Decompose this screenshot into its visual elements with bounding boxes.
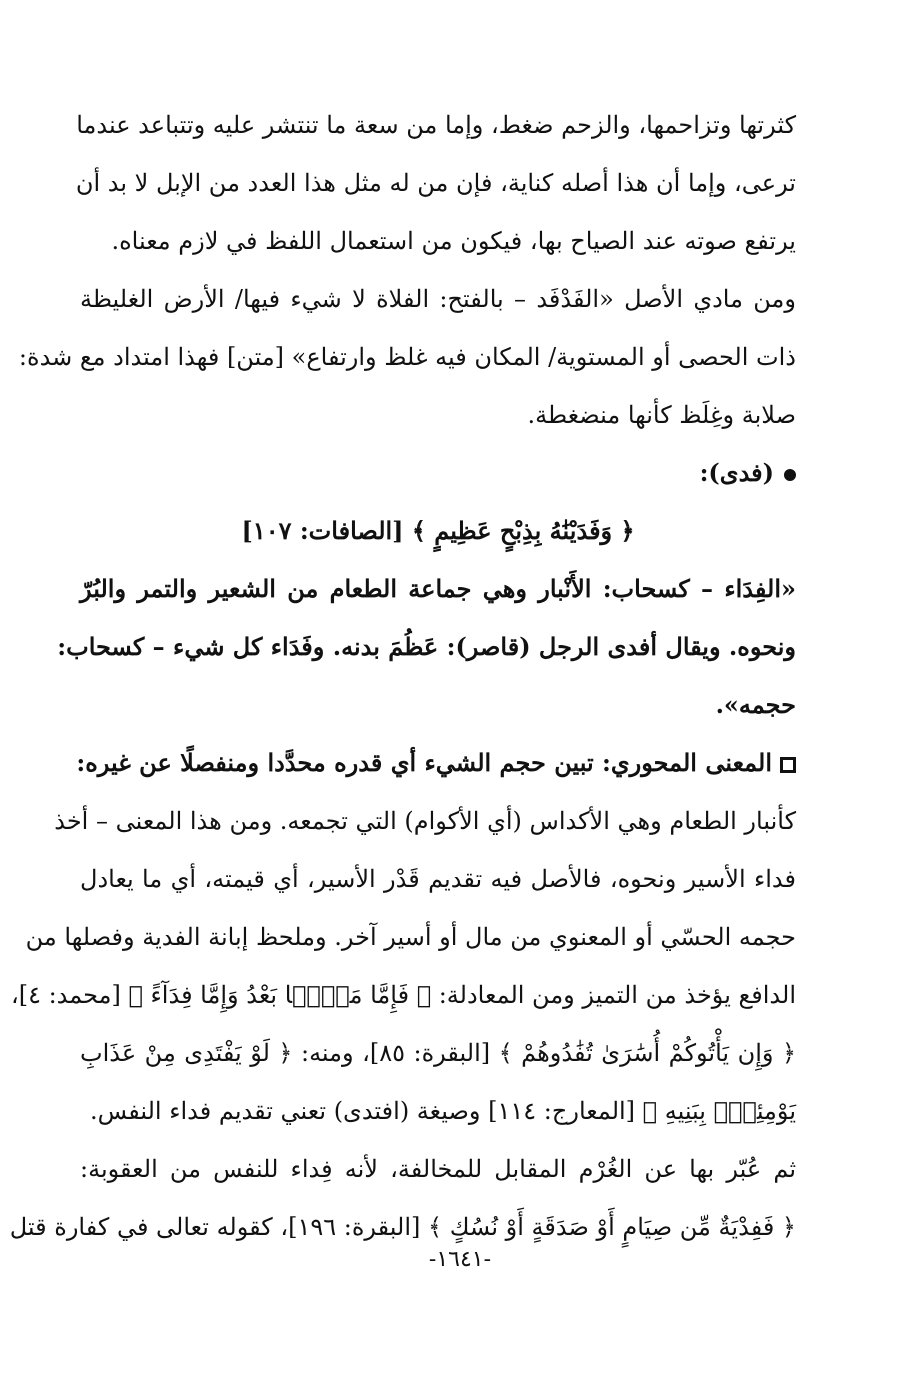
text-line: ترعى، وإما أن هذا أصله كناية، فإن من له مثل هذا العدد من الإبل لا بد أن (75, 169, 796, 197)
text-line: الدافع يؤخذ من التميز ومن المعادلة: ﴿ فَإِمَّا مَنًّۢا بَعْدُ وَإِمَّا فِدَآءً ﴾ [محمد: ٤]، (10, 981, 796, 1009)
text-line: حجمه». (715, 690, 796, 719)
core-meaning-label: المعنى المحوري: (601, 748, 772, 777)
core-meaning-block (10, 734, 797, 1140)
definition-block (57, 560, 796, 734)
text-line: ونحوه. ويقال أفدى الرجل (قاصر): عَظُمَ بدنه. وفَدَاء كل شيء – كسحاب: (57, 632, 796, 661)
quran-verse: ﴿ وَفَدَيْنَٰهُ بِذِبْحٍ عَظِيمٍ ﴾ [الصافات: ١٠٧] (241, 516, 635, 545)
text-line: ﴿ فَفِدْيَةٌ مِّن صِيَامٍ أَوْ صَدَقَةٍ أَوْ نُسُكٍ ﴾ [البقرة: ١٩٦]، كقوله تعالى في كفارة قتل (9, 1213, 796, 1241)
text-line: كثرتها وتزاحمها، والزحم ضغط، وإما من سعة ما تنتشر عليه وتتباعد عندما (76, 111, 796, 139)
page-body (9, 96, 797, 1256)
text-line: «الفِدَاء – كسحاب: الأَنْبار وهي جماعة الطعام من الشعير والتمر والبُرّ (80, 574, 796, 603)
core-meaning-first-line (76, 734, 796, 792)
entry-heading-text: (فدى): (699, 458, 774, 487)
core-meaning-text: تبين حجم الشيء أي قدره محدَّدا ومنفصلًا عن غيره: (76, 748, 594, 777)
text-line: ﴿ وَإِن يَأْتُوكُمْ أُسَٰرَىٰ تُفَٰدُوهُمْ ﴾ [البقرة: ٨٥]، ومنه: ﴿ لَوْ يَفْتَدِى مِنْ عَذَابِ (80, 1039, 797, 1067)
text-line: كأنبار الطعام وهي الأكداس (أي الأكوام) التي تجمعه. ومن هذا المعنى – أخذ (54, 807, 796, 835)
text-line: يَوْمِئِذٍۭ بِبَنِيهِ ﴾ [المعارج: ١١٤] وصيغة (افتدى) تعني تقديم فداء النفس. (89, 1097, 796, 1125)
page-number: -١٦٤١- (428, 1247, 492, 1272)
text-line: يرتفع صوته عند الصياح بها، فيكون من استعمال اللفظ في لازم معناه. (111, 227, 796, 255)
paragraph-3 (9, 1140, 796, 1256)
paragraph-2 (18, 270, 796, 444)
text-line: فداء الأسير ونحوه، فالأصل فيه تقديم قَدْر الأسير، أي قيمته، أي ما يعادل (80, 865, 796, 893)
entry-heading (80, 444, 796, 502)
paragraph-1 (75, 96, 796, 270)
text-line: ثم عُبّر بها عن الغُرْم المقابل للمخالفة، لأنه فِداء للنفس من العقوبة: (80, 1155, 796, 1183)
text-line: ذات الحصى أو المستوية/ المكان فيه غلظ وارتفاع» [متن] فهذا امتداد مع شدة: (18, 343, 796, 371)
text-line: حجمه الحسّي أو المعنوي من مال أو أسير آخر. وملحظ إبانة الفدية وفصلها من (25, 923, 796, 951)
text-line: صلابة وغِلَظ كأنها منضغطة. (527, 401, 796, 429)
bullet-icon (784, 469, 796, 481)
text-line: ومن مادي الأصل «الفَدْفَد – بالفتح: الفلاة لا شيء فيها/ الأرض الغليظة (80, 285, 796, 313)
square-icon (780, 757, 796, 773)
